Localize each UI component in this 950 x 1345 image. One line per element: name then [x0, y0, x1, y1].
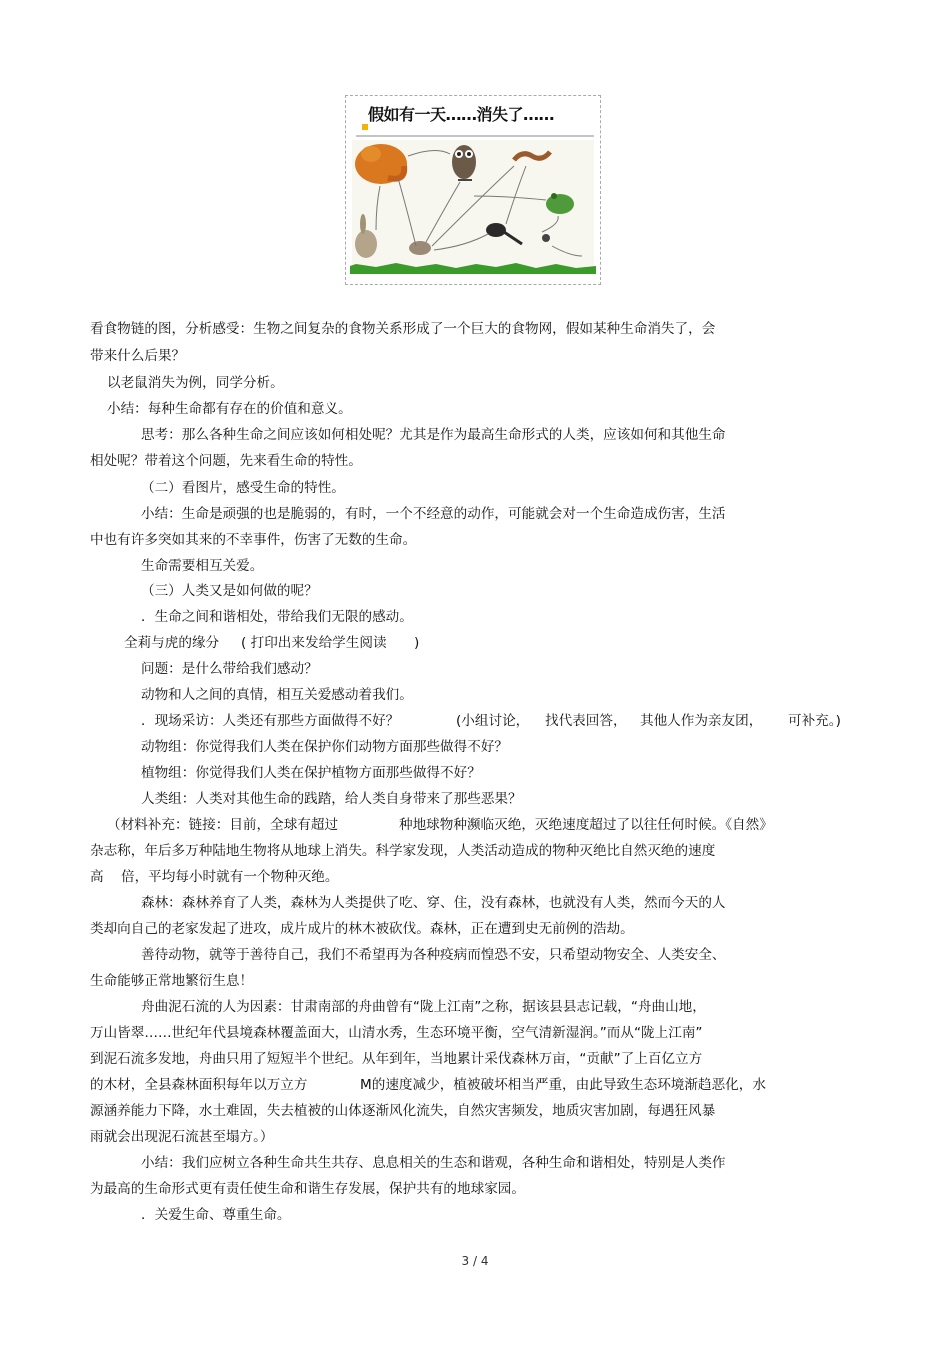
text-segment: ．关爱生命、尊重生命。: [141, 1207, 291, 1223]
figure-title: 假如有一天……消失了……: [368, 105, 555, 124]
text-segment: 万山皆翠……世纪年代县境森林覆盖面大，山清水秀，生态环境平衡，空气清新湿润。”而从“陇上江南”: [90, 1025, 703, 1041]
text-segment: 动物和人之间的真情，相互关爱感动着我们。: [141, 687, 413, 703]
text-segment: （二）看图片，感受生命的特性。: [141, 480, 345, 496]
page-number: 3 / 4: [461, 1254, 489, 1268]
text-segment: 看食物链的图，分析感受：生物之间复杂的食物关系形成了一个巨大的食物网，假如某种生命消失了，会: [90, 321, 716, 337]
text-segment: 为最高的生命形式更有责任使生命和谐生存发展，保护共有的地球家园。: [90, 1181, 525, 1197]
text-segment: 全莉与虎的缘分: [124, 635, 220, 651]
text-segment: 到泥石流多发地，舟曲只用了短短半个世纪。从年到年，当地累计采伐森林万亩，“贡献”了上百亿立方: [90, 1051, 703, 1067]
text-segment: 的木材，全县森林面积每年以万立方: [90, 1077, 308, 1093]
text-segment: (小组讨论，: [456, 713, 530, 729]
text-segment: 人类组：人类对其他生命的践踏，给人类自身带来了那些恶果？: [141, 791, 522, 807]
text-segment: 中也有许多突如其来的不幸事件，伤害了无数的生命。: [90, 532, 417, 548]
text-segment: （三）人类又是如何做的呢？: [141, 583, 318, 599]
text-segment: 可补充。): [788, 713, 841, 729]
text-segment: 其他人作为亲友团，: [640, 713, 763, 729]
text-segment: 以老鼠消失为例，同学分析。: [107, 375, 284, 391]
text-segment: 善待动物，就等于善待自己，我们不希望再为各种疫病而惶恐不安，只希望动物安全、人类安全、: [141, 947, 726, 963]
text-segment: 种地球物种濒临灭绝，灭绝速度超过了以往任何时候。《自然》: [399, 817, 773, 833]
text-segment: 带来什么后果？: [90, 348, 186, 364]
text-segment: ．现场采访：人类还有那些方面做得不好？: [141, 713, 400, 729]
text-segment: 相处呢？带着这个问题，先来看生命的特性。: [90, 453, 362, 469]
text-segment: 杂志称，年后多万种陆地生物将从地球上消失。科学家发现，人类活动造成的物种灭绝比自然灭绝的速度: [90, 843, 716, 859]
text-segment: 生命需要相互关爱。: [141, 558, 264, 574]
text-segment: 思考：那么各种生命之间应该如何相处呢？尤其是作为最高生命形式的人类，应该如何和其他生命: [141, 427, 726, 443]
text-segment: 雨就会出现泥石流甚至塌方。）: [90, 1129, 274, 1145]
text-segment: （材料补充：链接：目前，全球有超过: [107, 817, 339, 833]
text-segment: 小结：每种生命都有存在的价值和意义。: [107, 401, 352, 417]
food-web-figure: [345, 95, 601, 285]
text-segment: 小结：生命是顽强的也是脆弱的，有时，一个不经意的动作，可能就会对一个生命造成伤害，生活: [141, 506, 726, 522]
text-segment: ( 打印出来发给学生阅读: [241, 635, 387, 651]
text-segment: 高: [90, 869, 104, 885]
text-segment: 倍，平均每小时就有一个物种灭绝。: [121, 869, 339, 885]
text-segment: 源涵养能力下降，水土难固，失去植被的山体逐渐风化流失，自然灾害频发，地质灾害加剧，每遇狂风暴: [90, 1103, 716, 1119]
text-segment: ): [414, 635, 420, 651]
text-segment: 植物组：你觉得我们人类在保护植物方面那些做得不好？: [141, 765, 481, 781]
text-segment: 找代表回答，: [545, 713, 627, 729]
text-segment: 生命能够正常地繁衍生息！: [90, 973, 254, 989]
text-segment: 动物组：你觉得我们人类在保护你们动物方面那些做得不好？: [141, 739, 509, 755]
text-segment: ．生命之间和谐相处，带给我们无限的感动。: [141, 609, 413, 625]
text-segment: 森林：森林养育了人类，森林为人类提供了吃、穿、住，没有森林，也就没有人类，然而今天的人: [141, 895, 726, 911]
text-segment: 舟曲泥石流的人为因素：甘肃南部的舟曲曾有“陇上江南”之称，据该县县志记载，“舟曲山地，: [141, 999, 706, 1015]
text-segment: M的速度减少，植被破坏相当严重，由此导致生态环境渐趋恶化，水: [360, 1077, 766, 1093]
text-segment: 问题：是什么带给我们感动？: [141, 661, 318, 677]
text-segment: 小结：我们应树立各种生命共生共存、息息相关的生态和谐观，各种生命和谐相处，特别是人类作: [141, 1155, 726, 1171]
text-segment: 类却向自己的老家发起了进攻，成片成片的林木被砍伐。森林，正在遭到史无前例的浩劫。: [90, 921, 634, 937]
